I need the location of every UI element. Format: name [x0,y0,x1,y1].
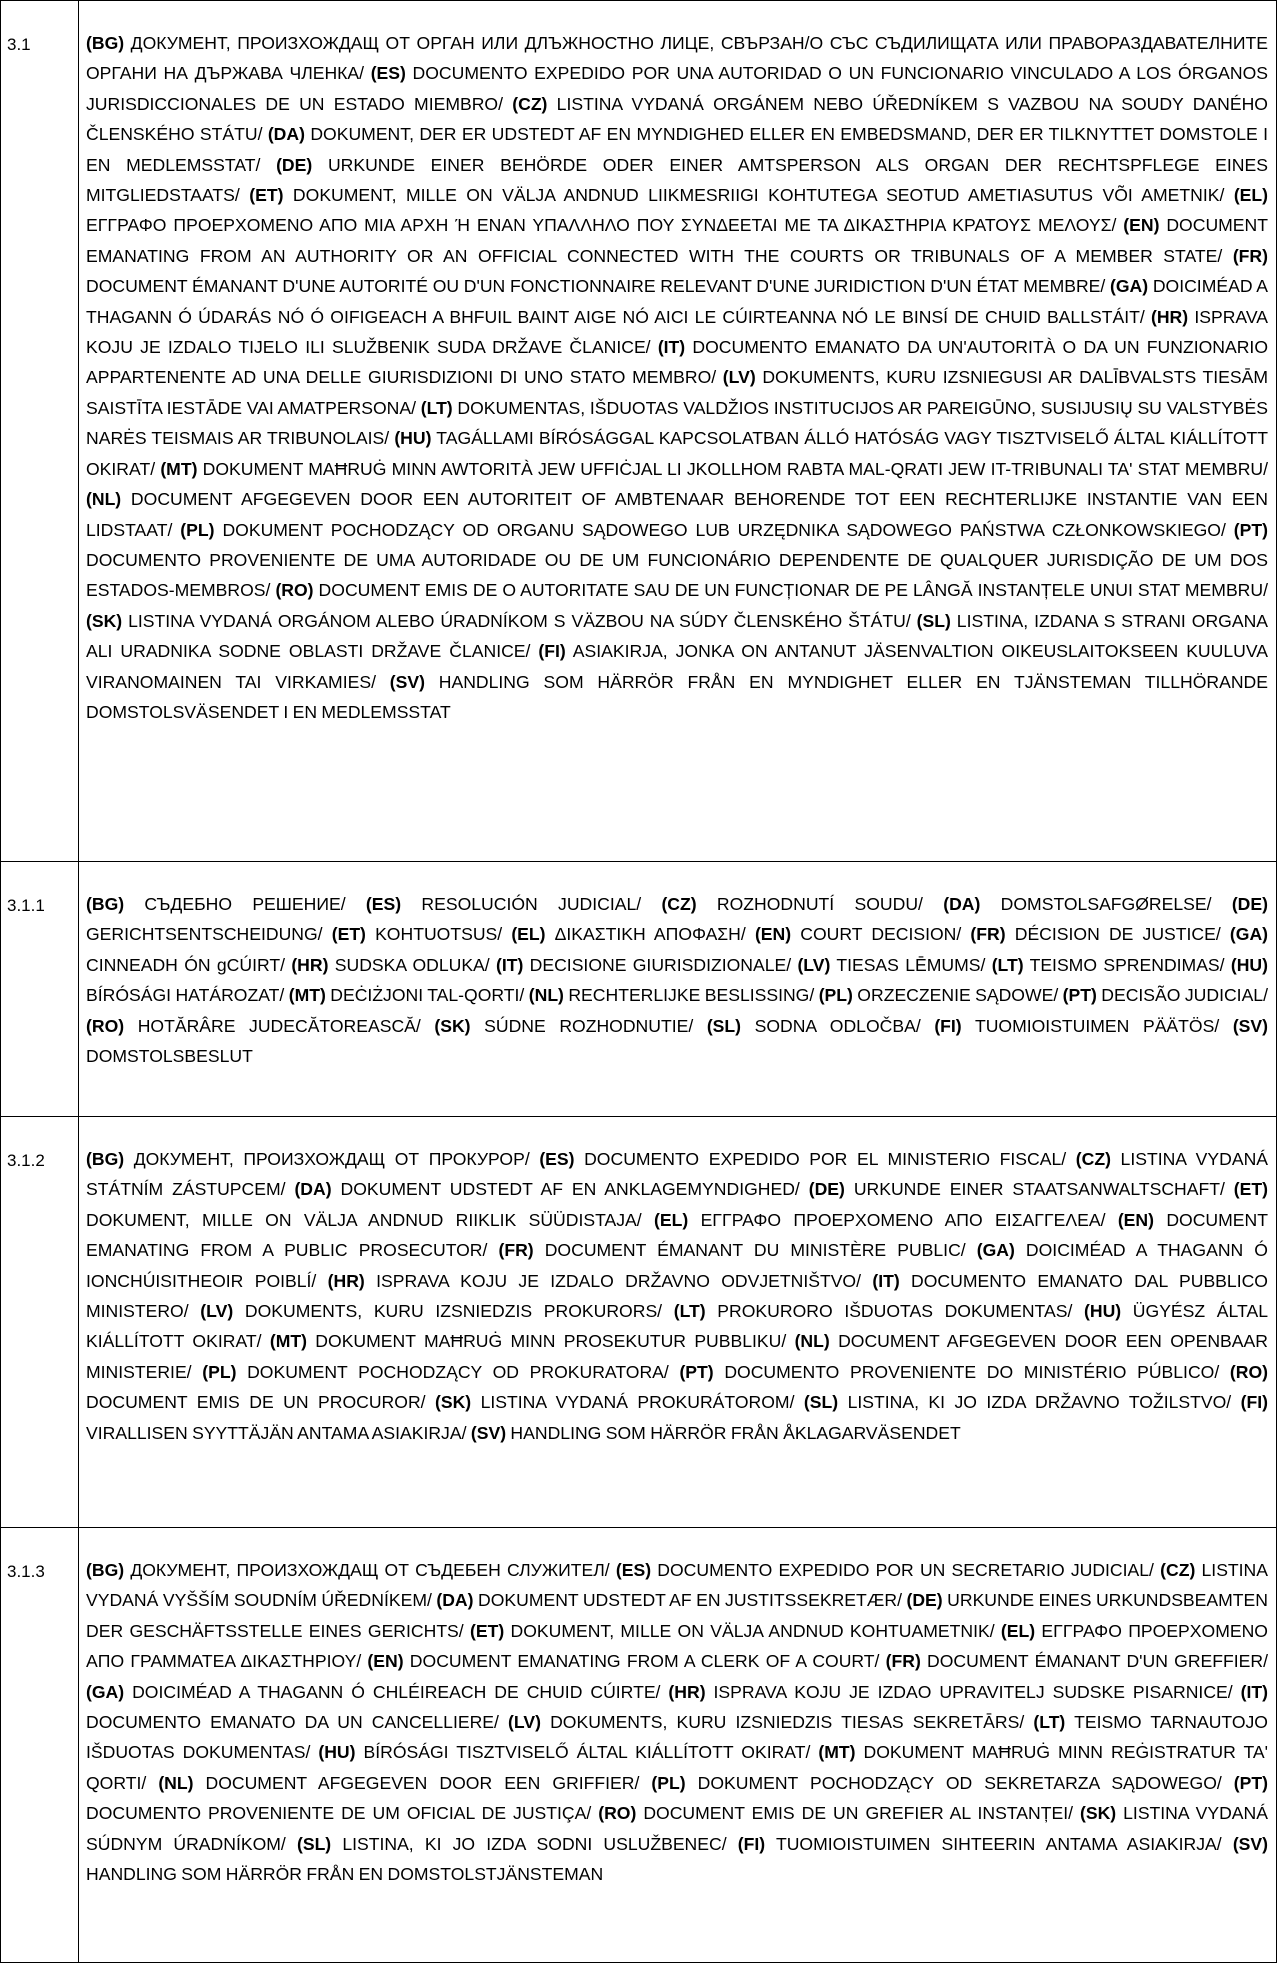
language-entry [471,1423,961,1443]
language-code: (EN) [367,1651,404,1672]
language-text: DOICIMÉAD A THAGANN Ó IONCHÚISITHEOIR POIBLÍ/ [86,1240,1268,1291]
language-code: (SL) [296,1833,332,1854]
language-code: (FR) [970,924,1006,945]
language-code: (ET) [469,1620,505,1641]
language-text: VIRALLISEN SYYTTÄJÄN ANTAMA ASIAKIRJA/ [86,1422,471,1443]
section-text-cell [79,862,1277,1117]
language-entry [679,1362,1229,1382]
language-text: DOMSTOLSAFGØRELSE/ [980,894,1232,914]
language-code: (LV) [797,954,831,975]
language-code: (DA) [436,1590,474,1611]
language-text: HOTĂRÂRE JUDECĂTOREASCĂ/ [124,1015,435,1036]
language-entry [970,924,1229,944]
language-text: LISTINA VYDANÁ ORGÁNOM ALEBO ÚRADNÍKOM S VÄZBOU NA SÚDY ČLENSKÉHO ŠTÁTU/ [122,610,917,631]
language-text: DOKUMENT UDSTEDT AF EN ANKLAGEMYNDIGHED/ [331,1179,809,1200]
section-text-cell [79,1117,1277,1528]
language-entry [819,985,1063,1005]
language-code: (EL) [654,1209,689,1230]
language-text: DOCUMENT ÉMANANT D'UNE AUTORITÉ OU D'UN FONCTIONNAIRE RELEVANT D'UNE JURIDICTION D'UN ÉTAT MEMBRE/ [86,276,1111,297]
language-code: (PT) [1233,1772,1268,1793]
section-number-cell [1,862,79,1117]
language-text: DOCUMENT ÉMANANT DU MINISTÈRE PUBLIC/ [533,1240,977,1261]
language-code: (FI) [1240,1392,1268,1413]
section-number-cell [1,1,79,862]
language-code: (IT) [657,337,686,358]
language-code: (LV) [508,1712,541,1733]
section-number: 3.1.1 [7,896,45,915]
language-entry [86,1560,616,1580]
language-code: (DA) [294,1179,332,1200]
language-text: ΕΓΓΡΑΦΟ ΠΡΟΕΡΧΟΜΕΝΟ ΑΠΟ ΕΙΣΑΓΓΕΛΕΑ/ [688,1209,1118,1230]
language-text: DOCUMENTO EXPEDIDO POR EL MINISTERIO FISCAL/ [574,1149,1076,1169]
language-text: LISTINA VYDANÁ SÚDNYM ÚRADNÍKOM/ [86,1803,1268,1854]
language-text: RESOLUCIÓN JUDICIAL/ [401,894,662,914]
language-text: URKUNDE EINER STAATSANWALTSCHAFT/ [844,1179,1234,1200]
language-text: DOCUMENT EMANATING FROM A PUBLIC PROSECUTOR/ [86,1209,1268,1261]
language-code: (HR) [1150,306,1189,327]
language-text: DOKUMENT MAĦRUĠ MINN REĠISTRATUR TA' QORTI/ [86,1742,1269,1793]
language-entry [86,1016,434,1036]
language-entry [1063,985,1268,1005]
language-code: (CZ) [512,93,548,114]
language-entry [654,1210,1118,1230]
language-entry [661,894,943,914]
language-text: ΕΓΓΡΑΦΟ ΠΡΟΕΡΧΟΜΕΝΟ ΑΠΟ ΜΙΑ ΑΡΧΗ Ή ΕΝΑΝ ΥΠΑΛΛΗΛΟ ΠΟΥ ΣΥΝΔΕΕΤΑΙ ΜΕ ΤΑ ΔΙΚΑΣΤΗΡΙΑ ΚΡΑΤΟΥΣ ΜΕΛΟΥΣ/ [86,215,1124,236]
language-code: (HR) [291,954,329,975]
language-entry [616,1560,1160,1580]
section-number: 3.1 [7,35,31,54]
language-entry [809,1179,1234,1199]
language-text: TEISMO SPRENDIMAS/ [1023,954,1231,975]
language-text: DOKUMENT MAĦRUĠ MINN AWTORITÀ JEW UFFIĊJAL LI JKOLLHOM RABTA MAL-QRATI JEW IT-TRIBUNALI TA' STAT MEMBRU/ [197,458,1269,479]
language-code: (DE) [906,1590,943,1611]
language-text: DOCUMENT AFGEGEVEN DOOR EEN OPENBAAR MINISTERIE/ [86,1331,1268,1382]
language-code: (PL) [202,1361,237,1382]
language-text: LISTINA, KI JO IZDA SODNI USLUŽBENEC/ [331,1833,738,1854]
language-text: DOICIMÉAD A THAGANN Ó ÚDARÁS NÓ Ó OIFIGEACH A BHFUIL BAINT AIGE NÓ AICI LE CÚIRTEANNA NÓ LE BINSÍ DE CHUID BALLSTÁIT/ [86,276,1268,327]
language-text: LISTINA VYDANÁ ORGÁNEM NEBO ÚŘEDNÍKEM S VAZBOU NA SOUDY DANÉHO ČLENSKÉHO STÁTU/ [86,93,1268,145]
language-text: DOCUMENTO EMANATO DAL PUBBLICO MINISTERO/ [86,1270,1268,1322]
language-code: (SV) [1232,1015,1268,1036]
language-text: ASIAKIRJA, JONKA ON ANTANUT JÄSENVALTION OIKEUSLAITOKSEEN KUULUVA VIRANOMAINEN TAI VIRKAMIES/ [86,641,1268,692]
language-text: ROZHODNUTÍ SOUDU/ [696,894,944,914]
language-text: TEISMO TARNAUTOJO IŠDUOTAS DOKUMENTAS/ [86,1712,1268,1763]
language-text: DOKUMENT, MILLE ON VÄLJA ANDNUD RIIKLIK SÜÜDISTAJA/ [86,1209,655,1230]
language-code: (BG) [86,1560,125,1580]
language-entry [160,459,1268,479]
language-entry [943,894,1232,914]
language-text: LISTINA VYDANÁ PROKURÁTOROM/ [471,1392,804,1413]
language-code: (HR) [327,1270,365,1291]
language-text: BÍRÓSÁGI TISZTVISELŐ ÁLTAL KIÁLLÍTOTT OKIRAT/ [355,1742,819,1763]
language-code: (FI) [934,1015,962,1036]
language-text: ΔΙΚΑΣΤΙΚΗ ΑΠΟΦΑΣΗ/ [545,924,755,945]
language-text: DOCUMENT AFGEGEVEN DOOR EEN AUTORITEIT OF AMBTENAAR BEHORENDE TOT EEN RECHTERLIJKE INSTANTIE VAN EEN LIDSTAAT/ [86,489,1268,540]
section-row-3-1-3 [1,1528,1277,1963]
language-text: DOMSTOLSBESLUT [86,1046,253,1067]
language-text: ISPRAVA KOJU JE IZDALO DRŽAVNO ODVJETNIŠTVO/ [364,1270,873,1291]
language-code: (IT) [872,1270,900,1291]
section-number: 3.1.2 [7,1151,45,1170]
language-code: (DE) [1231,894,1268,914]
language-code: (EN) [754,924,792,945]
section-number: 3.1.3 [7,1562,45,1581]
language-entry [498,1240,976,1260]
language-entry [332,924,512,944]
language-entry [886,1651,1268,1671]
language-code: (SK) [86,610,123,631]
language-text: RECHTERLIJKE BESLISSING/ [563,985,819,1006]
section-row-3-1-1 [1,862,1277,1117]
language-text: DOCUMENTO PROVENIENTE DO MINISTÉRIO PÚBLICO/ [713,1361,1230,1382]
language-code: (ES) [365,894,402,914]
language-text: DOKUMENT POCHODZĄCY OD ORGANU SĄDOWEGO LUB URZĘDNIKA SĄDOWEGO PAŃSTWA CZŁONKOWSKIEGO/ [214,519,1234,540]
language-code: (RO) [1229,1361,1268,1382]
language-code: (MT) [288,985,326,1006]
language-text: COURT DECISION/ [791,924,971,945]
language-code: (RO) [275,580,314,601]
language-text: ISPRAVA KOJU JE IZDAO UPRAVITELJ SUDSKE PISARNICE/ [705,1681,1241,1702]
language-code: (GA) [1110,276,1149,297]
language-code: (PL) [180,519,215,540]
section-text-cell [79,1528,1277,1963]
language-code: (HU) [1230,954,1268,975]
language-entry [707,1016,935,1036]
language-code: (LT) [1033,1712,1066,1733]
language-entry [668,1682,1240,1702]
language-code: (GA) [86,1681,125,1702]
language-code: (NL) [86,489,122,510]
language-text: LISTINA, IZDANA S STRANI ORGANA ALI URADNIKA SODNE OBLASTI DRŽAVE ČLANICE/ [86,610,1269,662]
language-entry [275,580,1268,600]
language-code: (NL) [528,985,564,1006]
language-entry [318,1742,818,1762]
language-code: (FI) [538,641,566,662]
language-text: DOKUMENTS, KURU IZSNIEDZIS TIESAS SEKRETĀRS/ [540,1712,1034,1733]
section-text [79,1,1276,747]
language-text: LISTINA VYDANÁ VYŠŠÍM SOUDNÍM ÚŘEDNÍKEM/ [86,1560,1268,1611]
language-text: CINNEADH ÓN gCÚIRT/ [86,954,292,975]
language-text: LISTINA, KI JO IZDA DRŽAVNO TOŽILSTVO/ [838,1392,1241,1413]
language-text: DOCUMENTO EXPEDIDO POR UN SECRETARIO JUDICIAL/ [651,1560,1161,1580]
language-code: (ES) [615,1560,652,1580]
language-code: (FR) [498,1240,534,1261]
language-text: HANDLING SOM HÄRRÖR FRÅN ÅKLAGARVÄSENDET [506,1422,961,1443]
language-text: DÉCISION DE JUSTICE/ [1005,924,1230,945]
language-code: (CZ) [1160,1560,1196,1580]
language-code: (IT) [1240,1681,1268,1702]
language-code: (EL) [511,924,546,945]
language-code: (LT) [420,397,453,418]
language-code: (NL) [794,1331,830,1352]
language-text: DOKUMENT POCHODZĄCY OD PROKURATORA/ [236,1361,680,1382]
language-text: GERICHTSENTSCHEIDUNG/ [86,924,332,945]
section-text [79,1528,1276,1909]
language-text: PROKURORO IŠDUOTAS DOKUMENTAS/ [705,1301,1084,1322]
language-text: DECISÃO JUDICIAL/ [1096,985,1268,1006]
language-text: ORZECZENIE SĄDOWE/ [852,985,1063,1006]
language-code: (LT) [673,1301,706,1322]
language-entry [511,924,755,944]
language-entry [86,1682,668,1702]
language-entry [328,1271,873,1291]
language-code: (GA) [1229,924,1269,945]
language-entry [797,955,991,975]
language-text: KOHTUOTSUS/ [365,924,512,945]
language-code: (HU) [394,428,432,449]
language-code: (ET) [249,185,284,206]
language-text: LISTINA VYDANÁ STÁTNÍM ZÁSTUPCEM/ [86,1149,1269,1200]
section-number-cell [1,1528,79,1963]
language-code: (SK) [434,1015,471,1036]
language-entry [934,1016,1233,1036]
language-code: (FI) [737,1833,766,1854]
language-entry [804,1392,1241,1412]
language-text: DOKUMENTAS, IŠDUOTAS VALDŽIOS INSTITUCIJOS AR PAREIGŪNO, SUSIJUSIŲ SU VALSTYBĖS NARĖS TEISMAIS AR TRIBUNOLAIS/ [86,397,1268,449]
language-code: (SK) [1079,1803,1117,1824]
language-entry [598,1803,1080,1823]
language-code: (BG) [86,33,125,53]
language-text: DOKUMENT, MILLE ON VÄLJA ANDNUD KOHTUAMETNIK/ [504,1620,1001,1641]
language-code: (FR) [885,1651,921,1672]
language-code: (SL) [706,1015,742,1036]
language-code: (HU) [318,1742,356,1763]
language-entry [291,955,496,975]
language-entry [674,1301,1084,1321]
language-code: (DE) [276,154,313,175]
language-text: DOCUMENT ÉMANANT D'UN GREFFIER/ [920,1651,1268,1672]
language-text: SODNA ODLOČBA/ [741,1015,935,1036]
language-code: (LT) [991,954,1024,975]
language-text: ΕΓΓΡΑΦΟ ΠΡΟΕΡΧΟΜΕΝΟ ΑΠΟ ΓΡΑΜΜΑΤΕΑ ΔΙΚΑΣΤΗΡΙΟΥ/ [86,1620,1268,1672]
language-text: DOKUMENTS, KURU IZSNIEDZIS PROKURORS/ [233,1301,674,1322]
language-entry [992,955,1231,975]
language-entry [651,1773,1233,1793]
language-text: DOKUMENTS, KURU IZSNIEGUSI AR DALĪBVALSTS TIESĀM SAISTĪTA IESTĀDE VAI AMATPERSONA/ [86,367,1268,418]
language-code: (SL) [916,610,951,631]
language-text: DOCUMENT EMIS DE UN PROCUROR/ [86,1392,435,1413]
language-code: (SK) [435,1392,472,1413]
language-text: DOCUMENT AFGEGEVEN DOOR EEN GRIFFIER/ [193,1772,652,1793]
section-row-3-1-2 [1,1117,1277,1528]
language-entry [529,985,819,1005]
language-text: TIESAS LĒMUMS/ [830,954,992,975]
language-code: (BG) [86,1149,125,1169]
language-code: (SV) [389,671,425,692]
section-text-cell [79,1,1277,862]
language-code: (MT) [160,458,198,479]
language-text: DOCUMENT EMIS DE O AUTORITATE SAU DE UN FUNCȚIONAR DE PE LÂNGĂ INSTANȚELE UNUI STAT MEMBRU/ [313,580,1268,601]
language-code: (ET) [1233,1179,1268,1200]
language-text: DOKUMENT, MILLE ON VÄLJA ANDNUD LIIKMESRIIGI KOHTUTEGA SEOTUD AMETIASUTUS VÕI AMETNIK/ [283,185,1234,206]
language-text: DOKUMENT POCHODZĄCY OD SEKRETARZA SĄDOWEGO/ [685,1772,1234,1793]
language-text: DOICIMÉAD A THAGANN Ó CHLÉIREACH DE CHUID CÚIRTE/ [124,1681,669,1702]
language-entry [270,1331,795,1351]
language-text: SÚDNE ROZHODNUTIE/ [470,1015,707,1036]
language-entry [86,1149,539,1169]
language-code: (SL) [803,1392,839,1413]
language-entry [86,611,917,631]
language-entry [249,185,1234,205]
language-entry [366,894,662,914]
section-number-cell [1,1117,79,1528]
language-code: (IT) [496,954,524,975]
language-entry [200,1301,673,1321]
language-code: (PL) [651,1772,686,1793]
language-entry [539,1149,1075,1169]
language-text: СЪДЕБНО РЕШЕНИЕ/ [124,894,366,914]
language-code: (HU) [1084,1301,1122,1322]
language-code: (RO) [86,1015,125,1036]
language-entry [738,1834,1233,1854]
language-text: DOKUMENT MAĦRUĠ MINN PROSEKUTUR PUBBLIKU/ [306,1331,795,1352]
language-entry [202,1362,679,1382]
language-text: HANDLING SOM HÄRRÖR FRÅN EN MYNDIGHET ELLER EN TJÄNSTEMAN TILLHÖRANDE DOMSTOLSVÄSENDET I EN MEDLEMSSTAT [86,671,1268,722]
section-text [79,862,1276,1091]
language-code: (NL) [158,1772,194,1793]
language-code: (ES) [539,1149,575,1169]
language-text: ÜGYÉSZ ÁLTAL KIÁLLÍTOTT OKIRAT/ [86,1301,1268,1352]
language-code: (PL) [818,985,853,1006]
language-code: (GA) [976,1240,1015,1261]
language-text: SUDSKA ODLUKA/ [328,954,496,975]
language-text: URKUNDE EINER BEHÖRDE ODER EINER AMTSPERSON ALS ORGAN DER RECHTSPFLEGE EINES MITGLIEDSTAATS/ [86,154,1268,206]
section-row-3-1 [1,1,1277,862]
language-text: DOCUMENTO PROVENIENTE DE UMA AUTORIDADE OU DE UM FUNCIONÁRIO DEPENDENTE DE QUALQUER JURISDIÇÃO DE UM DOS ESTADOS-MEMBROS/ [86,549,1268,601]
language-entry [434,1016,706,1036]
language-code: (MT) [818,1742,856,1763]
language-text: DOKUMENT UDSTEDT AF EN JUSTITSSEKRETÆR/ [473,1590,907,1611]
language-code: (ET) [331,924,366,945]
language-code: (LV) [722,367,756,388]
language-code: (MT) [269,1331,307,1352]
language-code: (DA) [943,894,981,914]
language-text: DOCUMENT EMANATING FROM A CLERK OF A COURT/ [403,1651,886,1672]
language-code: (EL) [1233,185,1269,206]
language-entry [436,1590,906,1610]
language-code: (SV) [1232,1833,1268,1854]
language-code: (EN) [1117,1209,1154,1230]
language-text: DOCUMENTO EMANATO DA UN CANCELLIERE/ [86,1712,509,1733]
language-text: HANDLING SOM HÄRRÖR FRÅN EN DOMSTOLSTJÄNSTEMAN [86,1864,604,1885]
language-entry [158,1773,651,1793]
language-code: (ES) [370,63,406,84]
language-code: (EL) [1000,1620,1036,1641]
language-text: ДОКУМЕНТ, ПРОИЗХОЖДАЩ ОТ СЪДЕБЕН СЛУЖИТЕЛ/ [124,1560,616,1580]
language-code: (PT) [679,1361,714,1382]
language-entry [367,1651,885,1671]
section-text [79,1117,1276,1468]
language-text: DOKUMENT, DER ER UDSTEDT AF EN MYNDIGHED ELLER EN EMBEDSMAND, DER ER TILKNYTTET DOMSTOLE I EN MEDLEMSSTAT/ [86,124,1268,175]
language-code: (PT) [1062,985,1097,1006]
language-entry [435,1392,804,1412]
language-text: DOCUMENT EMIS DE UN GREFIER AL INSTANȚEI/ [636,1803,1080,1824]
language-entry [755,924,970,944]
language-text: TAGÁLLAMI BÍRÓSÁGGAL KAPCSOLATBAN ÁLLÓ HATÓSÁG VAGY TISZTVISELŐ ÁLTAL KIÁLLÍTOTT OKIRAT/ [86,428,1268,479]
language-entry [508,1712,1033,1732]
language-code: (PT) [1233,519,1268,540]
language-text: TUOMIOISTUIMEN PÄÄTÖS/ [961,1015,1233,1036]
language-text: BÍRÓSÁGI HATÁROZAT/ [86,985,289,1006]
language-entry [86,894,366,914]
language-code: (EN) [1123,215,1160,236]
language-code: (LV) [200,1301,234,1322]
language-entry [470,1621,1001,1641]
language-text: DECISIONE GIURISDIZIONALE/ [523,954,798,975]
language-code: (DA) [267,124,305,145]
language-code: (DE) [808,1179,845,1200]
language-text: ДОКУМЕНТ, ПРОИЗХОЖДАЩ ОТ ОРГАН ИЛИ ДЛЪЖНОСТНО ЛИЦЕ, СВЪРЗАН/О СЪС СЪДИЛИЩАТА ИЛИ ПРАВОРАЗДАВАТЕЛНИТЕ ОРГАНИ НА ДЪРЖАВА ЧЛЕНКА/ [86,33,1268,84]
language-text: DOCUMENTO PROVENIENTE DE UM OFICIAL DE JUSTIÇA/ [86,1803,599,1824]
language-code: (CZ) [661,894,697,914]
language-entry [289,985,529,1005]
language-entry [180,520,1234,540]
language-text: TUOMIOISTUIMEN SIHTEERIN ANTAMA ASIAKIRJA/ [765,1833,1233,1854]
language-code: (BG) [86,894,125,914]
language-text: ДОКУМЕНТ, ПРОИЗХОЖДАЩ ОТ ПРОКУРОР/ [124,1149,540,1169]
language-text: DEĊIŻJONI TAL-QORTI/ [325,985,529,1006]
language-entry [294,1179,808,1199]
language-text: DOCUMENTO EXPEDIDO POR UNA AUTORIDAD O UN FUNCIONARIO VINCULADO A LOS ÓRGANOS JURISDICCIONALES DE UN ESTADO MIEMBRO/ [86,63,1268,114]
language-text: ISPRAVA KOJU JE IZDALO TIJELO ILI SLUŽBENIK SUDA DRŽAVE ČLANICE/ [86,306,1269,358]
language-text: DOCUMENTO EMANATO DA UN'AUTORITÀ O DA UN FUNZIONARIO APPARTENENTE AD UNA DELLE GIURISDIZIONI DI UNO STATO MEMBRO/ [86,337,1269,388]
language-code: (SV) [470,1422,507,1443]
language-code: (CZ) [1075,1149,1111,1169]
language-entry [297,1834,738,1854]
language-text: URKUNDE EINES URKUNDSBEAMTEN DER GESCHÄFTSSTELLE EINES GERICHTS/ [86,1590,1268,1641]
language-text: DOCUMENT EMANATING FROM AN AUTHORITY OR AN OFFICIAL CONNECTED WITH THE COURTS OR TRIBUNALS OF A MEMBER STATE/ [86,215,1268,266]
language-code: (HR) [668,1681,706,1702]
language-entry [496,955,797,975]
language-code: (FR) [1232,245,1268,266]
language-code: (RO) [598,1803,637,1824]
